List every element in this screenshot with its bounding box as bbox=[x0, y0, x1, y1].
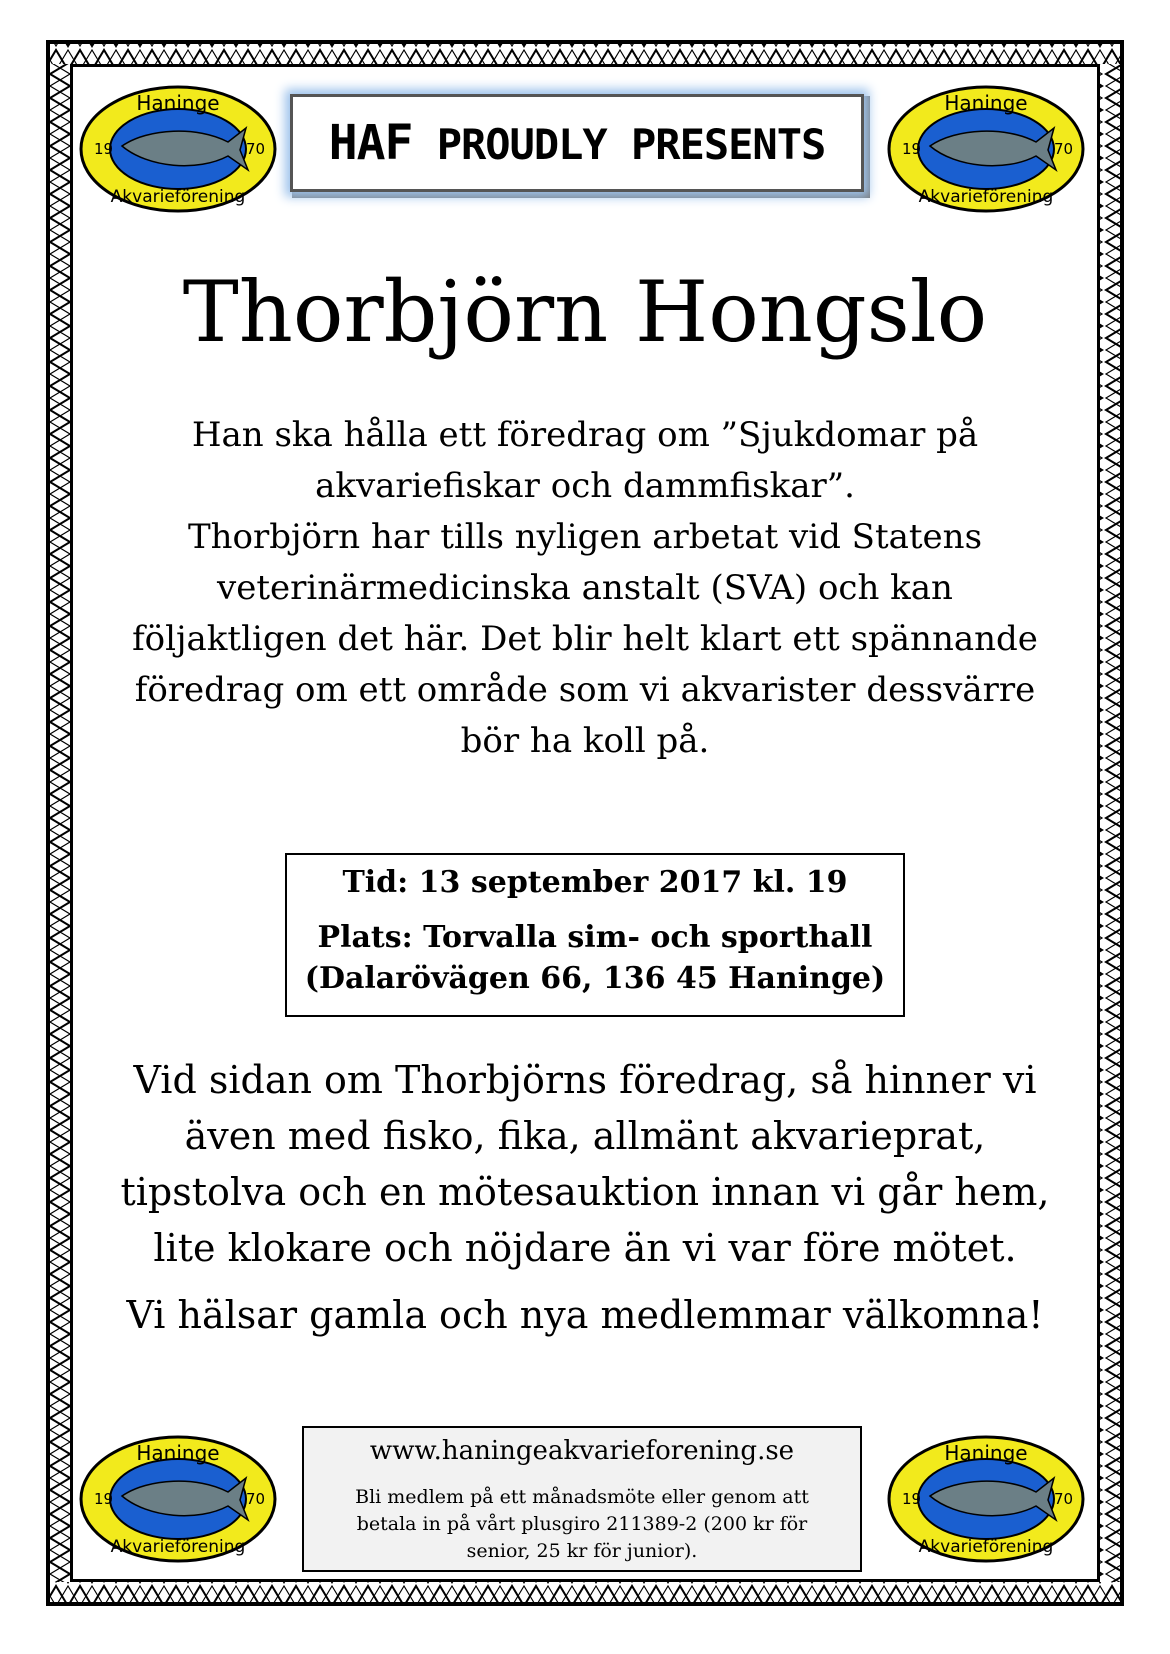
intro-line: Thorbjörn har tills nyligen arbetat vid Statens bbox=[187, 517, 983, 557]
intro-line: föredrag om ett område som vi akvarister dessvärre bbox=[134, 670, 1036, 710]
svg-text:Haninge: Haninge bbox=[136, 1441, 220, 1465]
speaker-name-title: Thorbjörn Hongslo bbox=[182, 263, 988, 361]
membership-line: senior, 25 kr för junior). bbox=[466, 1540, 698, 1562]
event-info-box bbox=[285, 853, 905, 1017]
header-banner bbox=[290, 94, 864, 192]
intro-line: följaktligen det här. Det blir helt klart ett spännande bbox=[132, 619, 1038, 659]
svg-text:Haninge: Haninge bbox=[136, 91, 220, 115]
activities-line: Vid sidan om Thorbjörns föredrag, så hinner vi bbox=[133, 1058, 1037, 1102]
svg-text:Akvarieförening: Akvarieförening bbox=[918, 187, 1054, 207]
membership-line: Bli medlem på ett månadsmöte eller genom att bbox=[355, 1486, 809, 1508]
activities-line: tipstolva och en mötesauktion innan vi går hem, bbox=[120, 1170, 1050, 1214]
intro-line: akvariefiskar och dammfiskar”. bbox=[315, 466, 855, 506]
intro-paragraph bbox=[90, 410, 1080, 767]
intro-line: Han ska hålla ett föredrag om ”Sjukdomar på bbox=[191, 415, 979, 455]
club-logo-bottom-left bbox=[78, 1434, 278, 1564]
club-logo-bottom-right bbox=[886, 1434, 1086, 1564]
intro-line: veterinärmedicinska anstalt (SVA) och kan bbox=[217, 568, 953, 608]
svg-text:Akvarieförening: Akvarieförening bbox=[918, 1537, 1054, 1557]
svg-text:19: 19 bbox=[902, 140, 922, 158]
svg-text:Haninge: Haninge bbox=[944, 1441, 1028, 1465]
website-link[interactable]: www.haningeakvarieforening.se bbox=[369, 1436, 795, 1466]
club-logo-top-right bbox=[886, 84, 1086, 214]
svg-text:19: 19 bbox=[94, 140, 114, 158]
activities-line: även med fisko, fika, allmänt akvarieprat, bbox=[184, 1114, 986, 1158]
svg-text:Akvarieförening: Akvarieförening bbox=[110, 1537, 246, 1557]
svg-text:70: 70 bbox=[246, 1490, 266, 1508]
activities-paragraph bbox=[90, 1052, 1080, 1276]
header-abbr: HAF bbox=[328, 115, 413, 171]
membership-info bbox=[324, 1484, 840, 1565]
event-place: Plats: Torvalla sim- och sporthall bbox=[317, 920, 873, 955]
header-text bbox=[329, 115, 826, 171]
footer-box bbox=[302, 1426, 862, 1572]
svg-text:19: 19 bbox=[902, 1490, 922, 1508]
activities-line: lite klokare och nöjdare än vi var före mötet. bbox=[153, 1226, 1017, 1270]
svg-text:70: 70 bbox=[246, 140, 266, 158]
svg-text:70: 70 bbox=[1054, 1490, 1074, 1508]
event-time: Tid: 13 september 2017 kl. 19 bbox=[342, 865, 848, 900]
header-tagline: PROUDLY PRESENTS bbox=[436, 120, 826, 169]
svg-text:70: 70 bbox=[1054, 140, 1074, 158]
club-logo-top-left bbox=[78, 84, 278, 214]
svg-text:Haninge: Haninge bbox=[944, 91, 1028, 115]
intro-line: bör ha koll på. bbox=[460, 721, 710, 761]
svg-text:Akvarieförening: Akvarieförening bbox=[110, 187, 246, 207]
svg-text:19: 19 bbox=[94, 1490, 114, 1508]
welcome-text: Vi hälsar gamla och nya medlemmar välkomna! bbox=[126, 1293, 1044, 1337]
membership-line: betala in på vårt plusgiro 211389-2 (200 kr för bbox=[356, 1513, 808, 1535]
event-address: (Dalarövägen 66, 136 45 Haninge) bbox=[304, 961, 886, 996]
